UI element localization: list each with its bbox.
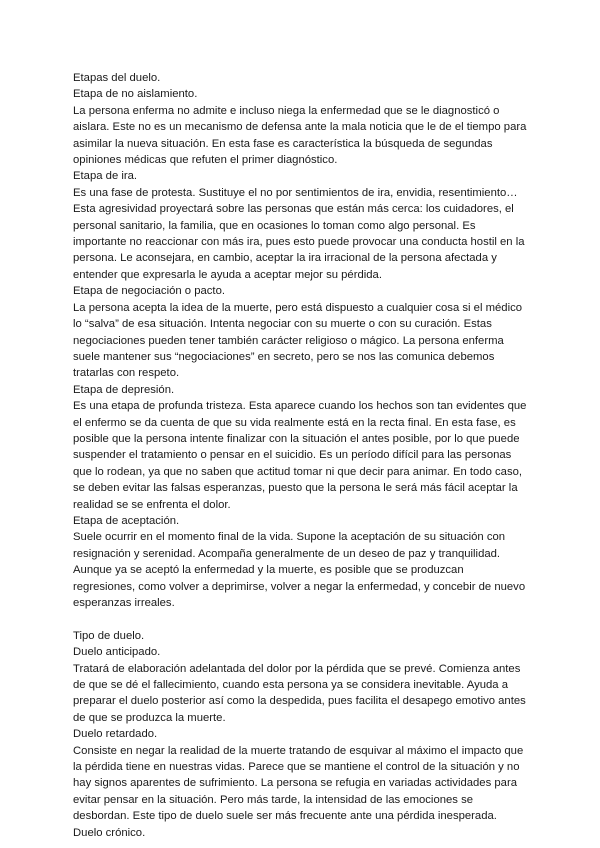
blank-line	[73, 611, 527, 627]
document-body	[73, 70, 527, 841]
paragraph: Consiste en negar la realidad de la muerte tratando de esquivar al máximo el impacto que la pérdida tiene en nuestras vidas. Parece que se mantiene el control de la situación y no hay signos aparentes de sufrimiento. La persona se refugia en variadas actividades para evitar pensar en la situación. Pero más tarde, la intensidad de las emociones se desbordan. Este tipo de duelo suele ser más frecuente ante una pérdida inesperada.	[73, 744, 524, 823]
section-heading: Duelo retardado.	[73, 728, 158, 741]
section-heading: Etapa de aceptación.	[73, 514, 180, 527]
paragraph: La persona acepta la idea de la muerte, pero está dispuesto a cualquier cosa si el médico lo “salva” de esa situación. Intenta negociar con su muerte o con su curación. Estas negociaciones pueden tener también carácter religioso o mágico. La persona enferma suele mantener sus “negociaciones” en secreto, pero se nos las comunica debemos tratarlas con respeto.	[73, 301, 523, 380]
section-heading: Duelo anticipado.	[73, 646, 161, 659]
paragraph: Es una fase de protesta. Sustituye el no por sentimientos de ira, envidia, resentimiento… Esta agresividad proyectará sobre las personas que están más cerca: los cuidadores, el personal sanitario, la familia, que en ocasiones lo toman como algo personal. Es importante no reaccionar con más ira, pues esto puede provocar una conducta hostil en la persona. Le aconsejara, en cambio, aceptar la ira irracional de la persona afectada y entender que expresarla le ayuda a aceptar mejor su pérdida.	[73, 186, 525, 281]
paragraph: Es una etapa de profunda tristeza. Esta aparece cuando los hechos son tan evidentes que el enfermo se da cuenta de que su vida realmente está en la recta final. En esta fase, es posible que la persona intente finalizar con la situación el antes posible, por lo que puede suspender el tratamiento o pensar en el suicidio. Es un período difícil para las personas que lo rodean, ya que no saben que actitud tomar ni que decir para animar. En todo caso, se deben evitar las falsas esperanzas, puesto que la persona le será más fácil aceptar la realidad se se enfrenta el dolor.	[73, 400, 527, 511]
paragraph: Tratará de elaboración adelantada del dolor por la pérdida que se prevé. Comienza antes de que se dé el fallecimiento, cuando esta persona ya se considera inevitable. Ayuda a preparar el duelo posterior así como la despedida, pues facilita el desapego emotivo antes de que se produzca la muerte.	[73, 662, 526, 724]
section-heading: Etapa de depresión.	[73, 383, 175, 396]
paragraph: La persona enferma no admite e incluso niega la enfermedad que se le diagnosticó o aislara. Este no es un mecanismo de defensa ante la mala noticia que le de el tiempo para asimilar la nueva situación. En esta fase es característica la búsqueda de segundas opiniones médicas que refuten el primer diagnóstico.	[73, 104, 527, 167]
document-title: Etapas del duelo.	[73, 72, 161, 84]
section-title: Tipo de duelo.	[73, 629, 145, 642]
section-heading: Etapa de ira.	[73, 170, 138, 183]
section-heading: Etapa de negociación o pacto.	[73, 285, 225, 298]
section-heading: Etapa de no aislamiento.	[73, 88, 198, 101]
section-heading: Duelo crónico.	[73, 826, 146, 839]
paragraph: Suele ocurrir en el momento final de la vida. Supone la aceptación de su situación con resignación y serenidad. Acompaña generalmente de un deseo de paz y tranquilidad. Aunque ya se aceptó la enfermedad y la muerte, es posible que se produzcan regresiones, como volver a deprimirse, volver a negar la enfermedad, y concebir de nuevo esperanzas irreales.	[73, 531, 526, 609]
